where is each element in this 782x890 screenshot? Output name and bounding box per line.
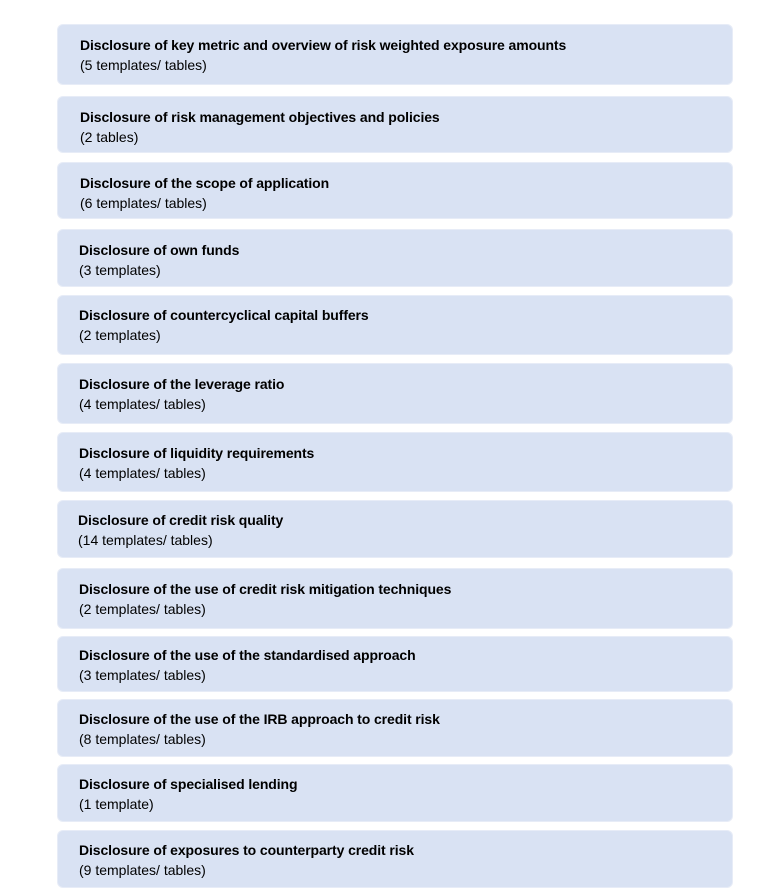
- disclosure-title: Disclosure of the use of the IRB approach to credit risk: [79, 711, 440, 727]
- disclosure-count: (4 templates/ tables): [79, 396, 206, 412]
- disclosure-count: (4 templates/ tables): [79, 465, 206, 481]
- disclosure-count: (1 template): [79, 796, 154, 812]
- disclosure-box-liquidity: [58, 433, 732, 491]
- disclosure-title: Disclosure of the leverage ratio: [79, 376, 285, 392]
- disclosure-title: Disclosure of specialised lending: [79, 776, 298, 792]
- disclosure-count: (6 templates/ tables): [80, 195, 207, 211]
- disclosure-count: (2 tables): [80, 129, 139, 145]
- disclosure-box-standardised: [58, 637, 732, 691]
- disclosure-count: (2 templates): [79, 327, 161, 343]
- disclosure-box-irb: [58, 700, 732, 756]
- disclosure-box-counterparty: [58, 831, 732, 887]
- disclosure-title: Disclosure of risk management objectives and policies: [80, 109, 440, 125]
- disclosure-box-risk-management: [58, 97, 732, 152]
- disclosure-title: Disclosure of exposures to counterparty credit risk: [79, 842, 414, 858]
- disclosure-count: (8 templates/ tables): [79, 731, 206, 747]
- disclosure-count: (3 templates): [79, 262, 161, 278]
- disclosure-count: (5 templates/ tables): [80, 57, 207, 73]
- disclosure-box-specialised-lending: [58, 765, 732, 821]
- disclosure-title: Disclosure of key metric and overview of risk weighted exposure amounts: [80, 37, 567, 53]
- disclosure-title: Disclosure of countercyclical capital buffers: [79, 307, 369, 323]
- disclosure-count: (3 templates/ tables): [79, 667, 206, 683]
- disclosure-title: Disclosure of own funds: [79, 242, 240, 258]
- disclosure-box-leverage: [58, 364, 732, 423]
- disclosure-title: Disclosure of the scope of application: [80, 175, 330, 191]
- disclosure-box-key-metrics: [58, 25, 732, 84]
- disclosure-title: Disclosure of the use of credit risk mitigation techniques: [79, 581, 452, 597]
- disclosure-count: (14 templates/ tables): [78, 532, 213, 548]
- disclosure-box-scope: [58, 163, 732, 218]
- disclosure-box-credit-quality: [58, 501, 732, 557]
- disclosure-box-countercyclical: [58, 296, 732, 354]
- disclosure-count: (9 templates/ tables): [79, 862, 206, 878]
- disclosure-box-own-funds: [58, 230, 732, 286]
- disclosure-count: (2 templates/ tables): [79, 601, 206, 617]
- disclosure-title: Disclosure of credit risk quality: [78, 512, 284, 528]
- disclosure-title: Disclosure of the use of the standardised approach: [79, 647, 416, 663]
- disclosure-title: Disclosure of liquidity requirements: [79, 445, 315, 461]
- disclosure-box-crm-techniques: [58, 569, 732, 628]
